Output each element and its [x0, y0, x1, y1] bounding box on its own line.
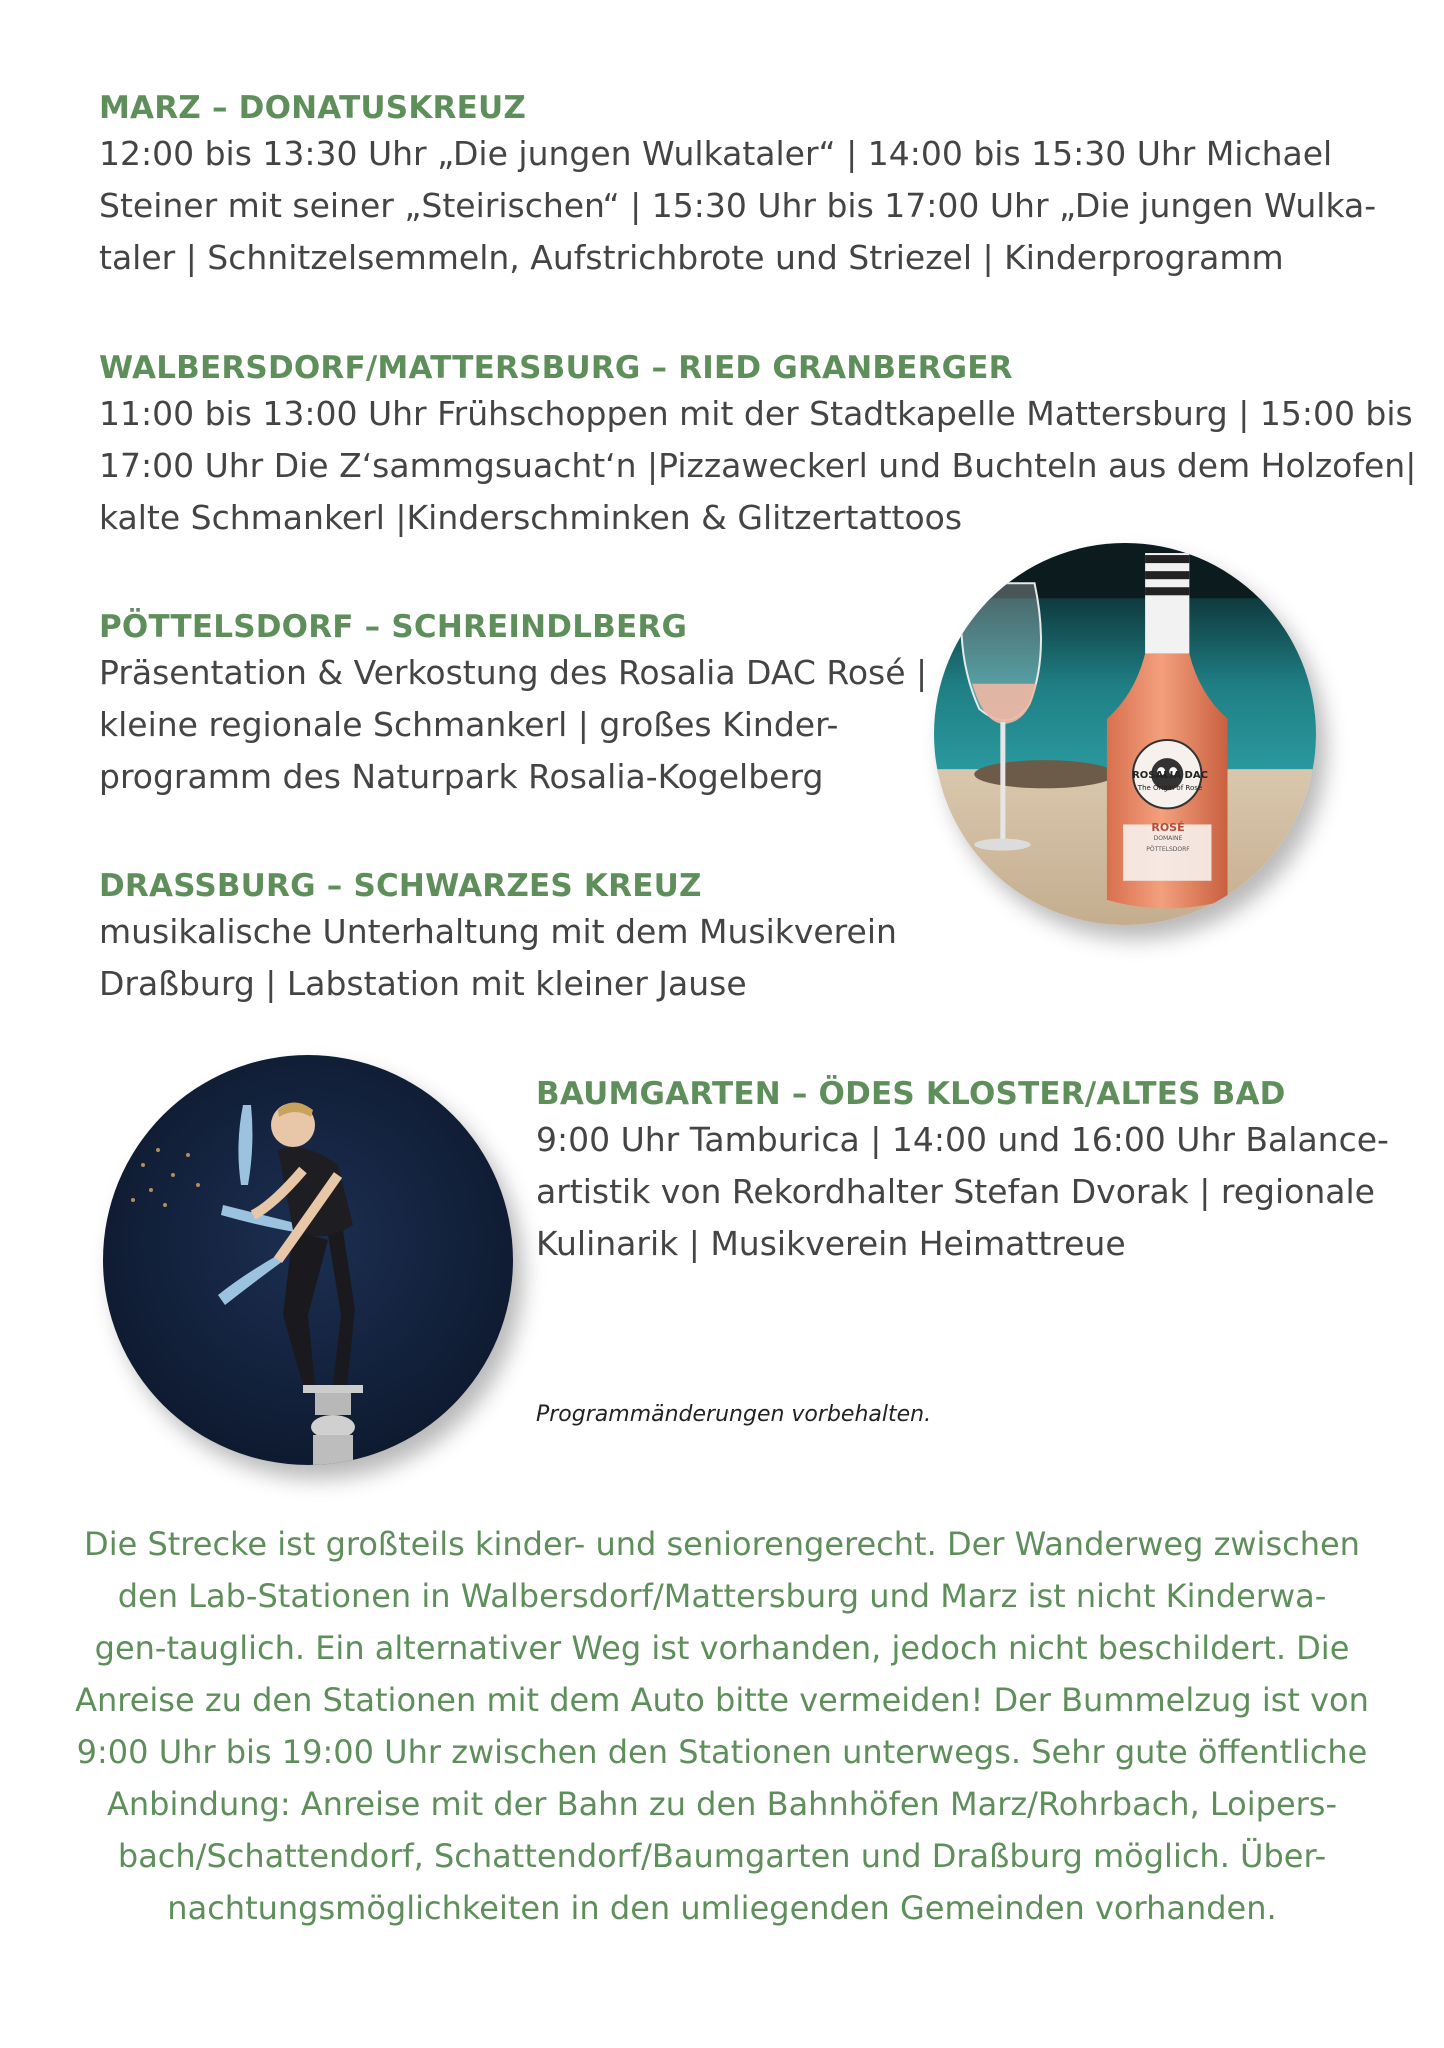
program-note: Programmänderungen vorbehalten.: [536, 1402, 932, 1427]
wine-winery-2: PÖTTELSDORF: [1146, 846, 1190, 853]
wine-bottle-image: [934, 543, 1316, 925]
section-text-line: Präsentation & Verkostung des Rosalia DAC Rosé |: [99, 653, 928, 692]
wine-type: ROSÉ: [1151, 821, 1185, 834]
section-text-line: artistik von Rekordhalter Stefan Dvorak | regionale: [536, 1172, 1375, 1211]
section-text-line: Kulinarik | Musikverein Heimattreue: [536, 1224, 1126, 1263]
section-heading: WALBERSDORF/MATTERSBURG – RIED GRANBERGER: [99, 350, 1013, 386]
juggler-photo: [103, 1055, 513, 1465]
footer-line: 9:00 Uhr bis 19:00 Uhr zwischen den Stationen unterwegs. Sehr gute öffentliche: [76, 1733, 1368, 1771]
footer-line: gen-tauglich. Ein alternativer Weg ist vorhanden, jedoch nicht beschildert. Die: [94, 1629, 1350, 1667]
footer-line: den Lab-Stationen in Walbersdorf/Mattersburg und Marz ist nicht Kinderwa-: [117, 1577, 1327, 1615]
section-text-line: musikalische Unterhaltung mit dem Musikverein: [99, 912, 897, 951]
section-walbersdorf: [99, 348, 1417, 544]
section-heading: PÖTTELSDORF – SCHREINDLBERG: [99, 609, 688, 645]
wine-type-label: [1118, 822, 1218, 855]
footer-line: bach/Schattendorf, Schattendorf/Baumgarten und Draßburg möglich. Über-: [117, 1837, 1327, 1875]
section-text-line: Draßburg | Labstation mit kleiner Jause: [99, 964, 747, 1003]
footer-info: [70, 1518, 1374, 1934]
section-heading: BAUMGARTEN – ÖDES KLOSTER/ALTES BAD: [536, 1076, 1286, 1112]
footer-line: Anreise zu den Stationen mit dem Auto bitte vermeiden! Der Bummelzug ist von: [75, 1681, 1369, 1719]
footer-line: Die Strecke ist großteils kinder- und seniorengerecht. Der Wanderweg zwischen: [84, 1525, 1360, 1563]
section-text-line: kleine regionale Schmankerl | großes Kinder-: [99, 705, 839, 744]
wine-winery-1: DOMAINE: [1153, 835, 1183, 842]
section-text-line: 9:00 Uhr Tamburica | 14:00 und 16:00 Uhr Balance-: [536, 1120, 1389, 1159]
wine-tagline: The Origin of Rosé: [1137, 784, 1203, 792]
section-heading: MARZ – DONATUSKREUZ: [99, 90, 527, 126]
section-text-line: taler | Schnitzelsemmeln, Aufstrichbrote und Striezel | Kinderprogramm: [99, 238, 1284, 277]
section-text-line: kalte Schmankerl |Kinderschminken & Glitzertattoos: [99, 498, 963, 537]
footer-line: nachtungsmöglichkeiten in den umliegenden Gemeinden vorhanden.: [167, 1889, 1277, 1927]
section-baumgarten: [536, 1074, 1389, 1270]
section-text-line: Steiner mit seiner „Steirischen“ | 15:30 Uhr bis 17:00 Uhr „Die jungen Wulka-: [99, 186, 1377, 225]
wine-bottle-photo: [934, 543, 1316, 925]
wine-brand: ROSALIA DAC: [1132, 770, 1208, 781]
juggler-image: [103, 1055, 513, 1465]
section-heading: DRASSBURG – SCHWARZES KREUZ: [99, 868, 702, 904]
section-text-line: 11:00 bis 13:00 Uhr Frühschoppen mit der Stadtkapelle Mattersburg | 15:00 bis: [99, 394, 1413, 433]
section-marz: [99, 88, 1377, 284]
section-text-line: 17:00 Uhr Die Z‘sammgsuacht‘n |Pizzaweckerl und Buchteln aus dem Holzofen|: [99, 446, 1417, 485]
section-text-line: 12:00 bis 13:30 Uhr „Die jungen Wulkataler“ | 14:00 bis 15:30 Uhr Michael: [99, 134, 1333, 173]
footer-line: Anbindung: Anreise mit der Bahn zu den Bahnhöfen Marz/Rohrbach, Loipers-: [106, 1785, 1338, 1823]
wine-label-text: [1110, 770, 1230, 794]
section-text-line: programm des Naturpark Rosalia-Kogelberg: [99, 757, 824, 796]
